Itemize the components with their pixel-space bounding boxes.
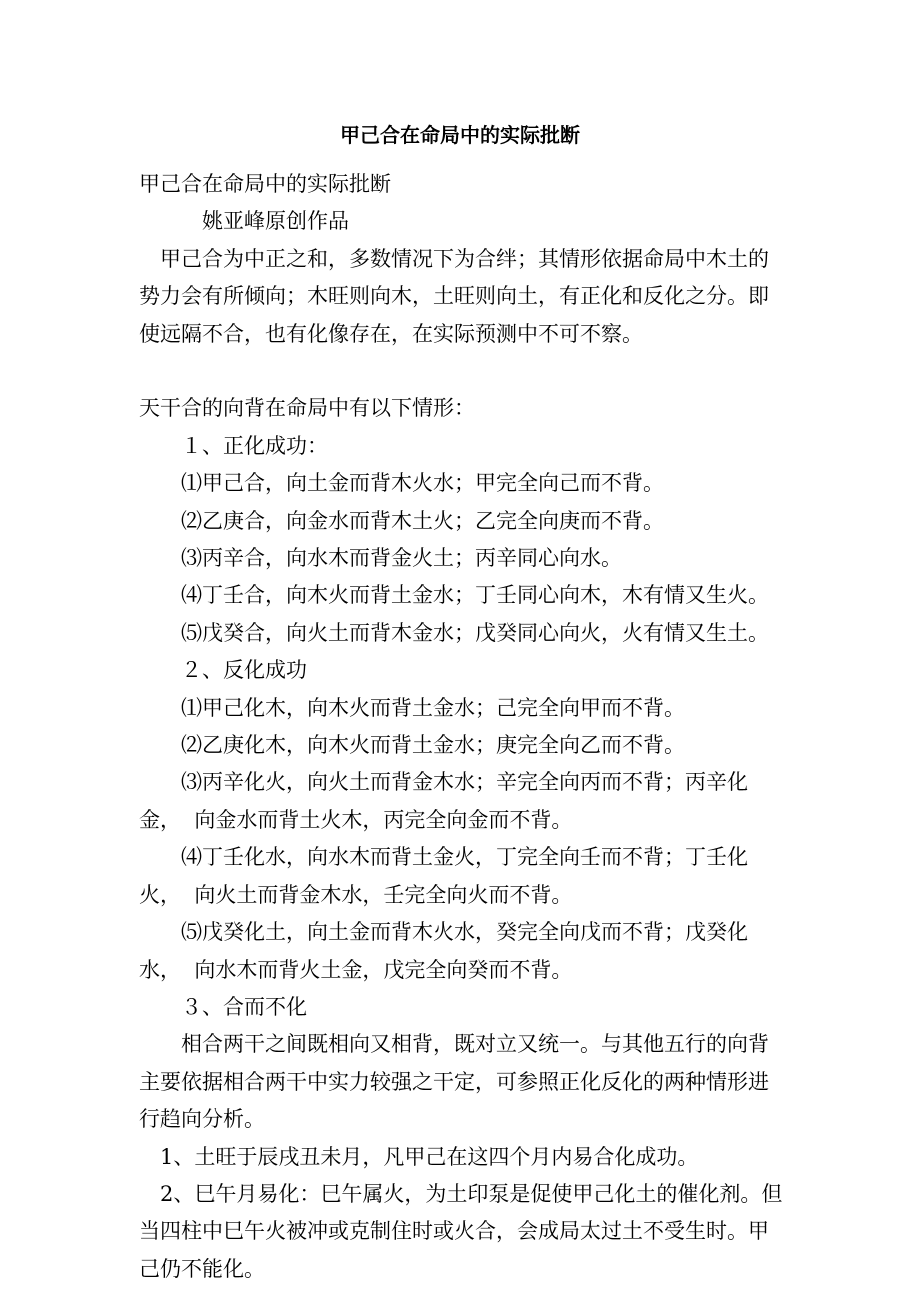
numbered-note: 1、土旺于辰戌丑未月，凡甲己在这四个月内易合化成功。 xyxy=(160,1144,699,1169)
subtitle-heading: 甲己合在命局中的实际批断 xyxy=(139,172,391,196)
intro-paragraph: 甲己合为中正之和，多数情况下为合绊；其情形依据命局中木土的势力会有所倾向；木旺则向木，土旺则向土，有正化和反化之分。即使远隔不合，也有化像存在，在实际预测中不可不察。 xyxy=(139,246,769,346)
section-heading-2: ２、反化成功 xyxy=(181,658,307,683)
section-heading-3: ３、合而不化 xyxy=(181,994,307,1019)
page-title: 甲己合在命局中的实际批断 xyxy=(340,123,580,147)
body-paragraph: 相合两干之间既相向又相背，既对立又统一。与其他五行的向背主要依据相合两干中实力较强之干定，可参照正化反化的两种情形进行趋向分析。 xyxy=(139,1032,769,1132)
section-heading-1: １、正化成功： xyxy=(181,433,328,458)
list-item: ⑸戊癸化土，向土金而背木火水，癸完全向戊而不背；戊癸化水， 向水木而背火土金，戊完全向癸而不背。 xyxy=(139,920,748,982)
list-item: ⑷丁壬合，向木火而背土金水；丁壬同心向木，木有情又生火。 xyxy=(181,583,769,608)
list-item: ⑸戊癸合，向火土而背木金水；戊癸同心向火，火有情又生土。 xyxy=(181,620,769,645)
list-item: ⑴甲己合，向土金而背木火水；甲完全向己而不背。 xyxy=(181,471,664,496)
list-item: ⑵乙庚合，向金水而背木土火；乙完全向庚而不背。 xyxy=(181,508,664,533)
list-item: ⑴甲己化木，向木火而背土金水；己完全向甲而不背。 xyxy=(181,695,685,720)
document-body xyxy=(139,166,784,1288)
blank-line xyxy=(139,353,784,390)
list-item: ⑷丁壬化水，向水木而背土金火，丁完全向壬而不背；丁壬化火， 向火土而背金木水，壬完全向火而不背。 xyxy=(139,845,748,907)
section-intro: 天干合的向背在命局中有以下情形： xyxy=(139,396,475,421)
author-line: 姚亚峰原创作品 xyxy=(202,209,349,234)
list-item: ⑶丙辛合，向水木而背金火土；丙辛同心向水。 xyxy=(181,546,622,571)
numbered-note: 2、巳午月易化：巳午属火，为土印泵是促使甲己化土的催化剂。但当四柱中巳午火被冲或克制住时或火合，会成局太过土不受生时。甲己仍不能化。 xyxy=(139,1181,783,1281)
list-item: ⑶丙辛化火，向火土而背金木水；辛完全向丙而不背；丙辛化金， 向金水而背土火木，丙完全向金而不背。 xyxy=(139,770,748,832)
list-item: ⑵乙庚化木，向木火而背土金水；庚完全向乙而不背。 xyxy=(181,733,685,758)
